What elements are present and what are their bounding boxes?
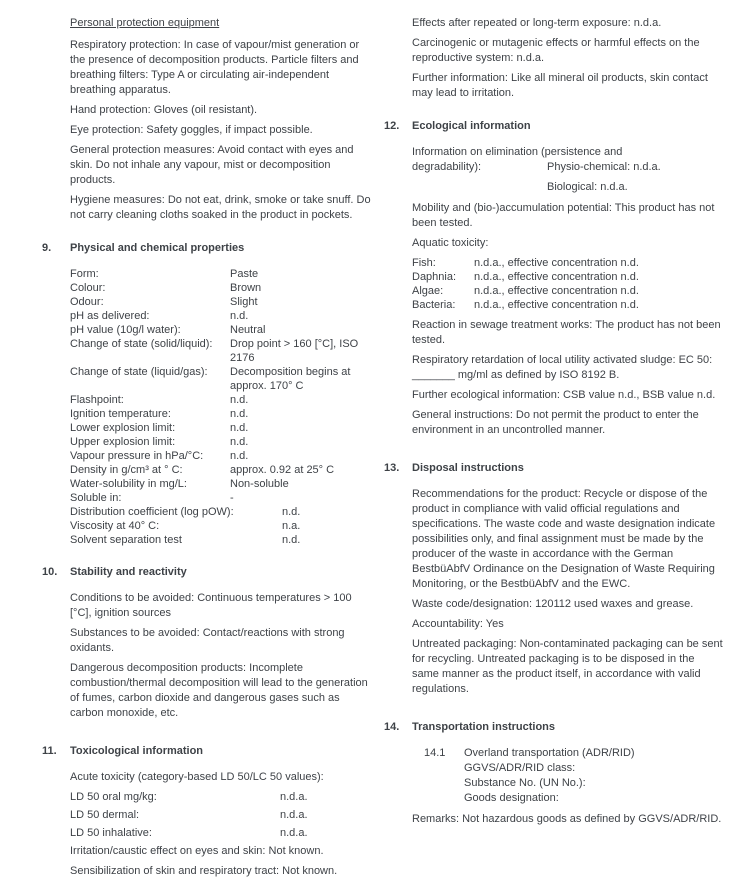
property-row: [70, 421, 374, 435]
toxicity-value: n.d.a.: [280, 791, 308, 803]
section-body: [412, 461, 724, 702]
subsection-line: Substance No. (UN No.):: [464, 777, 586, 789]
section-body: [70, 565, 374, 726]
property-label: Colour:: [70, 282, 106, 294]
section-title: Toxicological information: [70, 745, 204, 757]
elimination-biological-row: [412, 180, 724, 195]
section-body: [412, 119, 724, 443]
property-row: [70, 281, 374, 295]
section-body: [70, 241, 374, 547]
property-value: n.a.: [282, 520, 301, 532]
property-value: approx. 0.92 at 25° C: [230, 464, 335, 476]
elimination-physio-value: Physio-chemical: n.d.a.: [547, 161, 661, 173]
paragraph-further-ecological: Further ecological information: CSB value n.d., BSB value n.d.: [412, 389, 716, 401]
property-label: Density in g/cm³ at ° C:: [70, 464, 183, 476]
section-11-continued-block: [412, 16, 724, 101]
property-label: Form:: [70, 268, 99, 280]
toxicity-row: [70, 808, 374, 823]
property-value: n.d.: [230, 394, 249, 406]
section-title: Physical and chemical properties: [70, 242, 245, 254]
property-label: Flashpoint:: [70, 394, 124, 406]
property-label: Change of state (solid/liquid):: [70, 338, 213, 350]
aquatic-label: Fish:: [412, 257, 436, 269]
elimination-label: degradability):: [412, 161, 482, 173]
property-value: n.d.: [230, 422, 249, 434]
paragraph-respiratory-protection: Respiratory protection: In case of vapour/mist generation or the presence of decomposition products. Particle filters and breathing filters: Type A or circulating air-independent breathing apparatus.: [70, 39, 360, 96]
paragraph-remarks: Remarks: Not hazardous goods as defined by GGVS/ADR/RID.: [412, 813, 722, 825]
elimination-spacer: [412, 180, 547, 195]
property-row: [70, 323, 374, 337]
property-label: Odour:: [70, 296, 104, 308]
paragraph-aquatic-toxicity: Aquatic toxicity:: [412, 237, 489, 249]
property-value: Brown: [230, 282, 262, 294]
property-row: [70, 519, 374, 533]
section-title: Ecological information: [412, 120, 531, 132]
property-label: Solvent separation test: [70, 534, 182, 546]
property-value: Paste: [230, 268, 259, 280]
section-11-toxicological: [42, 744, 374, 884]
section-title: Stability and reactivity: [70, 566, 187, 578]
paragraph-sensibilization: Sensibilization of skin and respiratory tract: Not known.: [70, 865, 338, 877]
section-13-disposal: [384, 461, 724, 702]
paragraph-conditions-avoided: Conditions to be avoided: Continuous temperatures > 100 [°C], ignition sources: [70, 592, 352, 619]
aquatic-row: [412, 256, 724, 270]
property-row: [70, 435, 374, 449]
toxicity-value: n.d.a.: [280, 809, 308, 821]
property-label: pH as delivered:: [70, 310, 150, 322]
section-12-ecological: [384, 119, 724, 443]
aquatic-value: n.d.a., effective concentration n.d.: [474, 285, 639, 297]
paragraph-accountability: Accountability: Yes: [412, 618, 504, 630]
elimination-block: [412, 145, 724, 195]
subsection-number: 14.1: [424, 747, 446, 759]
elimination-biological-value: Biological: n.d.a.: [547, 181, 628, 193]
property-value: n.d.: [282, 506, 301, 518]
property-label: Lower explosion limit:: [70, 422, 176, 434]
property-row: [70, 449, 374, 463]
subsection-line: Goods designation:: [464, 792, 559, 804]
section-title: Disposal instructions: [412, 462, 524, 474]
section-14-transportation: [384, 720, 724, 832]
elimination-physio-row: [412, 160, 724, 175]
paragraph-effects-long-term: Effects after repeated or long-term exposure: n.d.a.: [412, 17, 662, 29]
property-label: Water-solubility in mg/L:: [70, 478, 187, 490]
section-number: 10.: [42, 566, 58, 578]
property-label: Ignition temperature:: [70, 408, 171, 420]
property-row: [70, 533, 374, 547]
property-row: [70, 491, 374, 505]
section-body: [412, 720, 724, 832]
property-row: [70, 337, 374, 365]
property-value: Drop point > 160 [°C], ISO 2176: [230, 338, 359, 364]
property-label: Distribution coefficient (log pOW):: [70, 506, 234, 518]
section-number: 12.: [384, 120, 400, 132]
paragraph-irritation: Irritation/caustic effect on eyes and skin: Not known.: [70, 845, 324, 857]
property-value: Slight: [230, 296, 258, 308]
paragraph-mobility: Mobility and (bio-)accumulation potential: This product has not been tested.: [412, 202, 715, 229]
property-row: [70, 365, 374, 393]
paragraph-waste-code: Waste code/designation: 120112 used waxes and grease.: [412, 598, 694, 610]
property-label: Soluble in:: [70, 492, 122, 504]
paragraph-untreated-packaging: Untreated packaging: Non-contaminated packaging can be sent for recycling. Untreated packaging is to be disposed in the same manner as the product itself, in accordance with valid regulations.: [412, 638, 723, 695]
ppe-heading: Personal protection equipment: [70, 17, 220, 29]
property-value: Non-soluble: [230, 478, 289, 490]
paragraph-hand-protection: Hand protection: Gloves (oil resistant).: [70, 104, 258, 116]
property-row: [70, 295, 374, 309]
property-value: n.d.: [230, 450, 249, 462]
paragraph-respiratory-retardation: Respiratory retardation of local utility activated sludge: EC 50: _______ mg/ml as defined by ISO 8192 B.: [412, 354, 713, 381]
paragraph-recommendations: Recommendations for the product: Recycle or dispose of the product in compliance with valid official regulations and specifications. The waste code and waste designation indicate possibilities only, and final assignment must be made by the producer of the waste in accordance with the German BestbüAbfV Ordinance on the Designation of Waste Requiring Monitoring, or the BestbüAbfV and the EWC.: [412, 488, 716, 590]
toxicity-row: [70, 790, 374, 805]
property-label: Vapour pressure in hPa/°C:: [70, 450, 204, 462]
paragraph-substances-avoided: Substances to be avoided: Contact/reactions with strong oxidants.: [70, 627, 345, 654]
paragraph-general-instructions: General instructions: Do not permit the product to enter the environment in an uncontrolled manner.: [412, 409, 699, 436]
paragraph-hygiene-measures: Hygiene measures: Do not eat, drink, smoke or take snuff. Do not carry cleaning cloths soaked in the product in pockets.: [70, 194, 371, 221]
elimination-line1: Information on elimination (persistence and: [412, 146, 623, 158]
paragraph-carcinogenic: Carcinogenic or mutagenic effects or harmful effects on the reproductive system: n.d.a.: [412, 37, 700, 64]
section-9-physical-chemical: [42, 241, 374, 547]
paragraph-acute-toxicity: Acute toxicity (category-based LD 50/LC 50 values):: [70, 771, 324, 783]
property-row: [70, 505, 374, 519]
aquatic-value: n.d.a., effective concentration n.d.: [474, 257, 639, 269]
left-column: [42, 16, 374, 881]
property-value: Decomposition begins at approx. 170° C: [230, 366, 351, 392]
section-body: [70, 744, 374, 884]
aquatic-label: Algae:: [412, 285, 444, 297]
property-label: Upper explosion limit:: [70, 436, 176, 448]
property-row: [70, 477, 374, 491]
aquatic-toxicity-table: [412, 256, 724, 312]
paragraph-further-information: Further information: Like all mineral oil products, skin contact may lead to irritation.: [412, 72, 708, 99]
overland-transportation-block: [424, 746, 724, 806]
property-row: [70, 309, 374, 323]
section-number: 14.: [384, 721, 400, 733]
subsection-line: GGVS/ADR/RID class:: [464, 762, 576, 774]
paragraph-eye-protection: Eye protection: Safety goggles, if impact possible.: [70, 124, 313, 136]
subsection-line: Overland transportation (ADR/RID): [464, 747, 635, 759]
aquatic-row: [412, 270, 724, 284]
toxicity-label: LD 50 dermal:: [70, 809, 140, 821]
property-value: n.d.: [230, 408, 249, 420]
property-label: Change of state (liquid/gas):: [70, 366, 208, 378]
aquatic-label: Daphnia:: [412, 271, 457, 283]
property-label: Viscosity at 40° C:: [70, 520, 160, 532]
properties-table: [70, 267, 374, 547]
aquatic-value: n.d.a., effective concentration n.d.: [474, 299, 639, 311]
aquatic-row: [412, 298, 724, 312]
personal-protection-equipment-block: [70, 16, 374, 223]
section-number: 13.: [384, 462, 400, 474]
paragraph-sewage-reaction: Reaction in sewage treatment works: The product has not been tested.: [412, 319, 721, 346]
right-column: [384, 16, 724, 881]
toxicity-row: [70, 826, 374, 841]
paragraph-dangerous-decomposition: Dangerous decomposition products: Incomplete combustion/thermal decomposition will lead to the generation of fumes, carbon dioxide and dangerous gases such as carbon monoxide, etc.: [70, 662, 368, 719]
property-row: [70, 463, 374, 477]
property-value: Neutral: [230, 324, 266, 336]
aquatic-row: [412, 284, 724, 298]
section-10-stability-reactivity: [42, 565, 374, 726]
toxicity-label: LD 50 inhalative:: [70, 827, 152, 839]
section-number: 9.: [42, 242, 52, 254]
aquatic-value: n.d.a., effective concentration n.d.: [474, 271, 639, 283]
aquatic-label: Bacteria:: [412, 299, 456, 311]
property-value: n.d.: [282, 534, 301, 546]
property-value: n.d.: [230, 310, 249, 322]
toxicity-label: LD 50 oral mg/kg:: [70, 791, 157, 803]
toxicity-value: n.d.a.: [280, 827, 308, 839]
section-title: Transportation instructions: [412, 721, 556, 733]
paragraph-general-protection: General protection measures: Avoid contact with eyes and skin. Do not inhale any vapour, mist or decomposition products.: [70, 144, 354, 186]
property-row: [70, 393, 374, 407]
property-row: [70, 267, 374, 281]
section-number: 11.: [42, 745, 57, 757]
property-row: [70, 407, 374, 421]
property-value: -: [230, 492, 234, 504]
property-value: n.d.: [230, 436, 249, 448]
subsection-lines: [464, 746, 635, 806]
property-label: pH value (10g/l water):: [70, 324, 181, 336]
